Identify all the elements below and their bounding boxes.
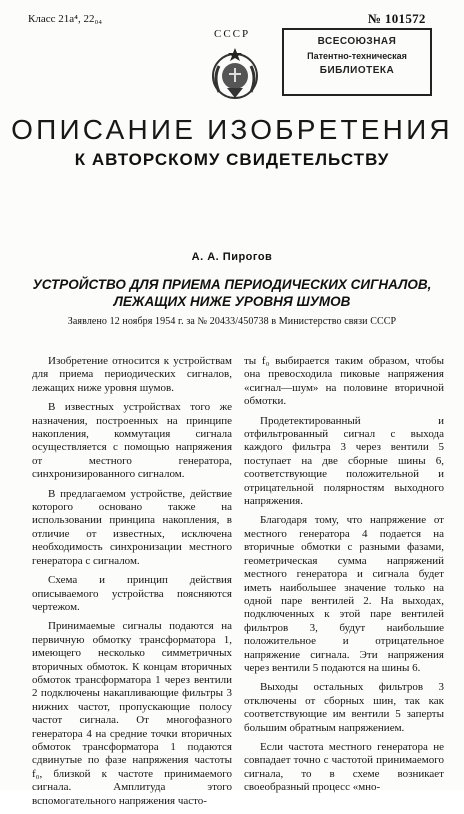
paragraph: Выходы остальных фильтров 3 отключены от сборных шин, так как соответствующие им вентили 5 заперты большим обратным напряжением. (244, 681, 444, 734)
left-column (32, 355, 232, 814)
filing-info: Заявлено 12 ноября 1954 г. за № 20433/450738 в Министерство связи СССР (67, 316, 397, 327)
classification-label: Класс 21a⁴, 22₀₄ (28, 13, 103, 25)
paragraph: В известных устройствах того же назначения, построенных на принципе накопления, коммутация сигнала осуществляется с помощью напряжения от местного генератора, синхронизированного сигналом. (32, 401, 232, 481)
right-column (244, 355, 444, 801)
author-name: А. А. Пирогов (191, 251, 273, 263)
paragraph: Принимаемые сигналы подаются на первичную обмотку трансформатора 1, имеющего несколько симметричных вторичных обмоток. К концам вторичных обмоток трансформатора 1 через вентили 2 подключены накапливающие фильтры 3 нижних частот, пропускающие полосу частот сигнала. От многофазного генератора 4 на средние точки вторичных обмоток трансформатора 1 подаются сдвинутые по фазе напряжения частоты f₀, близкой к частоте принимаемого сигнала. Амплитуда этого вспомогательного напряжения часто- (32, 620, 232, 807)
paragraph: Благодаря тому, что напряжение от местного генератора 4 подается на вторичные обмотки с разными фазами, геометрическая сумма напряжений местного генератора и сигнала будет иметь наибольшее значение только на одной паре вентилей 2. На выходах, подключенных к этой паре вентилей фильтров 3, будут наибольшие положительное и отрицательное напряжение сигнала. Эти напряжения через вентили 5 подаются на шины 6. (244, 514, 444, 674)
paragraph: Если частота местного генератора не совпадает точно с частотой принимаемого сигнала, то в схеме возникает своеобразный процесс «мно- (244, 740, 444, 794)
document-heading: ОПИСАНИЕ ИЗОБРЕТЕНИЯ (11, 114, 453, 145)
invention-title: УСТРОЙСТВО ДЛЯ ПРИЕМА ПЕРИОДИЧЕСКИХ СИГНАЛОВ, ЛЕЖАЩИХ НИЖЕ УРОВНЯ ШУМОВ (32, 277, 432, 309)
stamp-line-2: Патентно-техническая (307, 51, 407, 61)
state-emblem-icon (205, 44, 265, 104)
paragraph: Изобретение относится к устройствам для приема периодических сигналов, лежащих ниже уровня шумов. (32, 355, 232, 394)
stamp-line-3: БИБЛИОТЕКА (319, 65, 395, 76)
stamp-line-1: ВСЕСОЮЗНАЯ (317, 36, 397, 47)
paragraph-continued: ты f₀ выбирается таким образом, чтобы она превосходила пиковые напряжения «сигнал—шум» на половине вторичной обмотки. (244, 355, 444, 408)
paragraph: Схема и принцип действия описываемого устройства поясняются чертежом. (32, 574, 232, 613)
library-stamp (282, 28, 432, 96)
paragraph: В предлагаемом устройстве, действие которого основано также на использовании принципа накопления, в отличие от известных, исключена необходимость синхронизации местного генератора с сигналом. (32, 487, 232, 567)
country-label: СССР (214, 28, 251, 40)
paragraph: Продетектированный и отфильтрованный сигнал с выхода каждого фильтра 3 через вентили 5 поступает на две сборные шины 6, соответствующие положительной и отрицательной полярностям выходного напряжения. (244, 414, 444, 508)
patent-number: № 101572 (368, 11, 426, 26)
document-subheading: К АВТОРСКОМУ СВИДЕТЕЛЬСТВУ (74, 150, 390, 169)
